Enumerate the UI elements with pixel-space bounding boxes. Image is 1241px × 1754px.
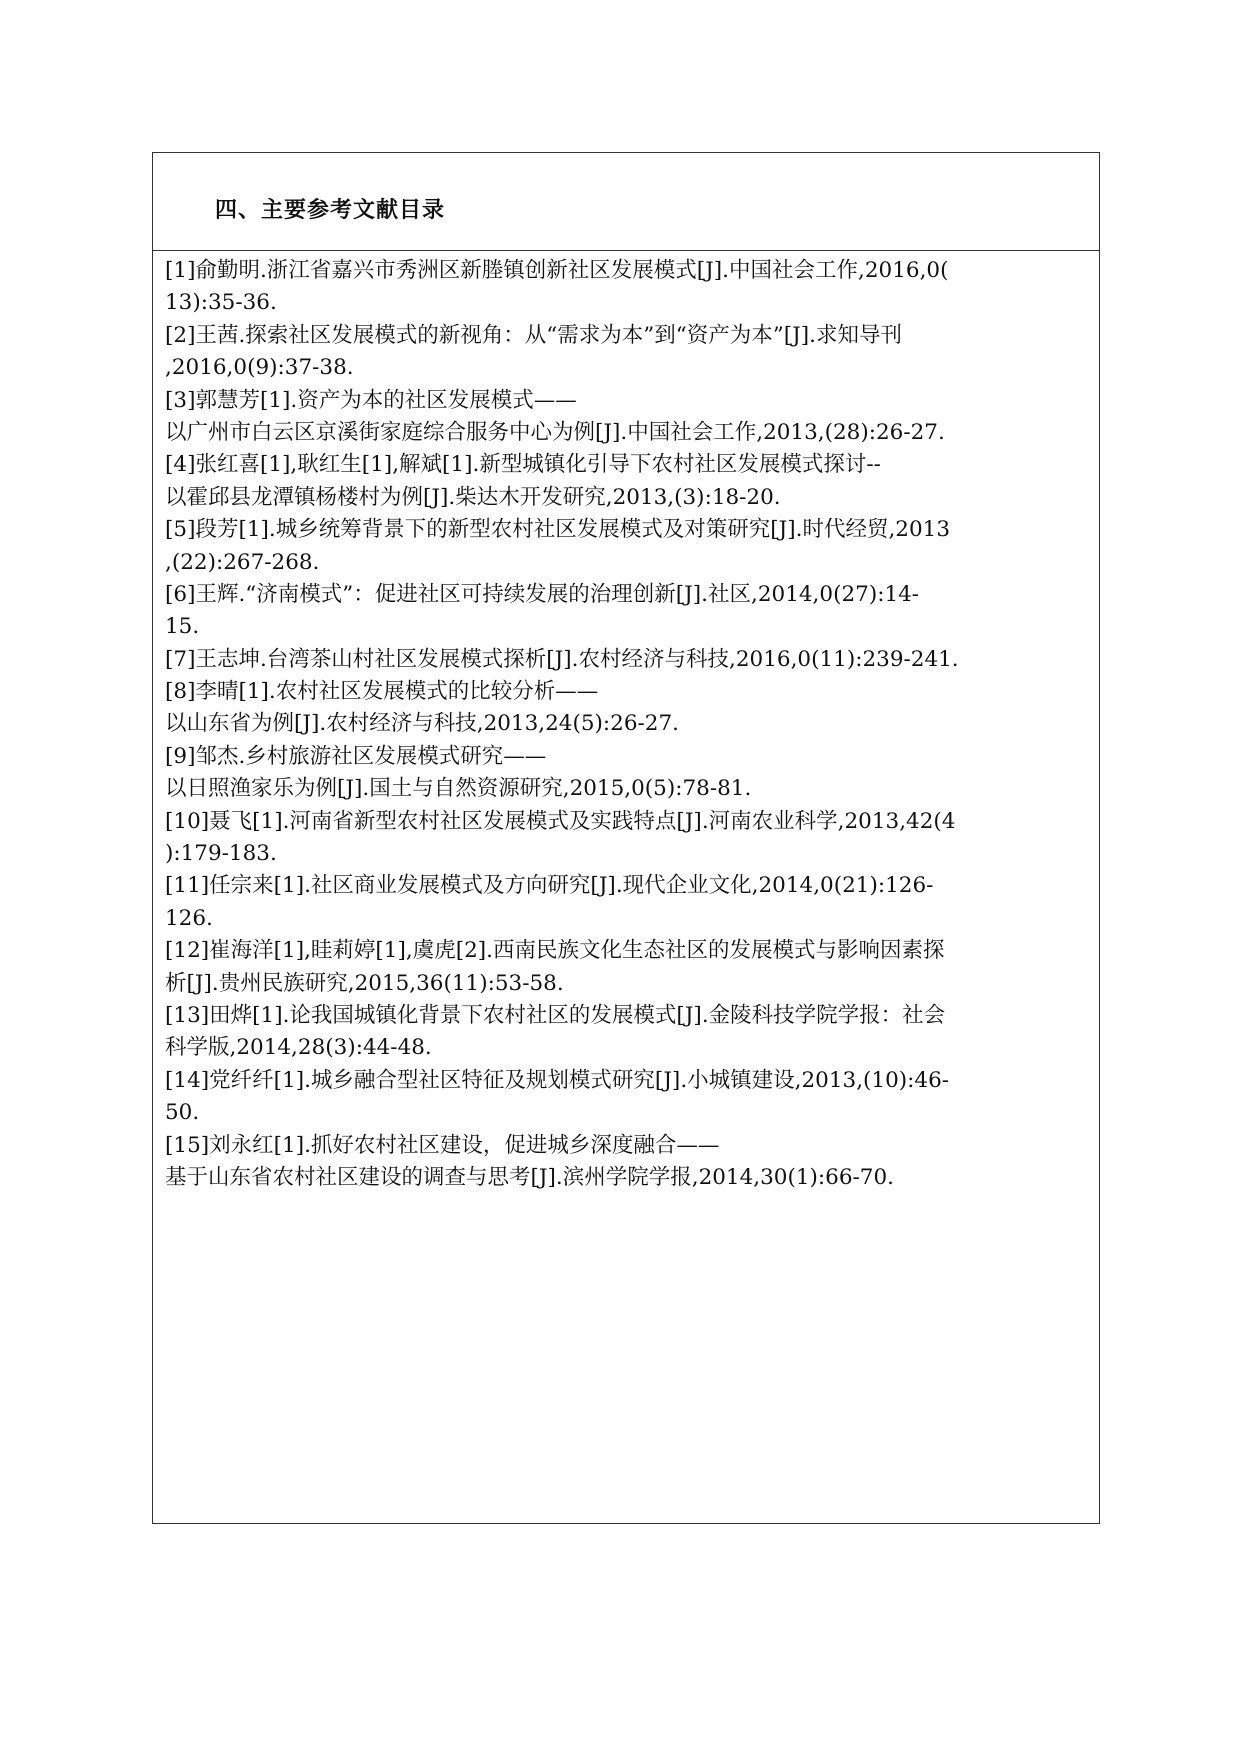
reference-line: [14]党纤纤[1].城乡融合型社区特征及规划模式研究[J].小城镇建设,2013,(10):46- [165,1067,950,1093]
reference-line: [10]聂飞[1].河南省新型农村社区发展模式及实践特点[J].河南农业科学,2013,42(4 [165,808,956,834]
reference-item [165,385,1087,450]
reference-item [165,255,1087,320]
reference-line: [6]王辉.“济南模式”：促进社区可持续发展的治理创新[J].社区,2014,0(27):14- [165,581,920,607]
reference-list [165,255,1087,1194]
reference-item [165,449,1087,514]
section-header-cell [153,153,1099,251]
reference-item [165,1130,1087,1195]
reference-line: [5]段芳[1].城乡统筹背景下的新型农村社区发展模式及对策研究[J].时代经贸,2013 [165,517,951,543]
reference-line: [9]邹杰.乡村旅游社区发展模式研究—— [165,743,547,769]
reference-line: 以山东省为例[J].农村经济与科技,2013,24(5):26-27. [165,711,679,737]
reference-line: [1]俞勤明.浙江省嘉兴市秀洲区新塍镇创新社区发展模式[J].中国社会工作,2016,0( [165,258,949,283]
reference-line: 50. [165,1100,200,1126]
reference-line: ,2016,0(9):37-38. [165,355,354,381]
reference-item [165,935,1087,1000]
reference-line: [13]田烨[1].论我国城镇化背景下农村社区的发展模式[J].金陵科技学院学报：社会 [165,1002,946,1028]
reference-line: ):179-183. [165,841,277,867]
reference-line: [2]王茜.探索社区发展模式的新视角：从“需求为本”到“资产为本”[J].求知导刊 [165,322,902,348]
reference-line: [4]张红喜[1],耿红生[1],解斌[1].新型城镇化引导下农村社区发展模式探讨-- [165,452,881,478]
reference-line: 以霍邱县龙潭镇杨楼村为例[J].柴达木开发研究,2013,(3):18-20. [165,484,781,510]
section-title: 四、主要参考文献目录 [215,198,446,223]
reference-line: 以日照渔家乐为例[J].国土与自然资源研究,2015,0(5):78-81. [165,776,752,802]
reference-item [165,644,1087,676]
reference-line: 15. [165,614,200,640]
reference-item [165,870,1087,935]
reference-item [165,514,1087,579]
reference-line: [3]郭慧芳[1].资产为本的社区发展模式—— [165,387,577,413]
reference-line: 13):35-36. [165,290,277,316]
reference-item [165,1065,1087,1130]
reference-item [165,806,1087,871]
reference-line: ,(22):267-268. [165,549,320,575]
reference-line: 科学版,2014,28(3):44-48. [165,1035,432,1061]
reference-item [165,320,1087,385]
reference-line: [11]任宗来[1].社区商业发展模式及方向研究[J].现代企业文化,2014,0(21):126- [165,873,934,899]
reference-line: [15]刘永红[1].抓好农村社区建设，促进城乡深度融合—— [165,1132,720,1158]
reference-line: 126. [165,905,213,931]
reference-item [165,676,1087,741]
references-table [152,152,1100,1524]
reference-line: 以广州市白云区京溪街家庭综合服务中心为例[J].中国社会工作,2013,(28):26-27. [165,419,945,445]
reference-line: [8]李晴[1].农村社区发展模式的比较分析—— [165,679,599,705]
reference-item [165,741,1087,806]
reference-item [165,579,1087,644]
reference-line: [7]王志坤.台湾茶山村社区发展模式探析[J].农村经济与科技,2016,0(11):239-241. [165,646,959,672]
reference-line: 基于山东省农村社区建设的调查与思考[J].滨州学院学报,2014,30(1):66-70. [165,1164,894,1190]
reference-line: 析[J].贵州民族研究,2015,36(11):53-58. [165,970,564,996]
reference-item [165,1000,1087,1065]
reference-line: [12]崔海洋[1],眭莉婷[1],虞虎[2].西南民族文化生态社区的发展模式与影响因素探 [165,938,945,964]
